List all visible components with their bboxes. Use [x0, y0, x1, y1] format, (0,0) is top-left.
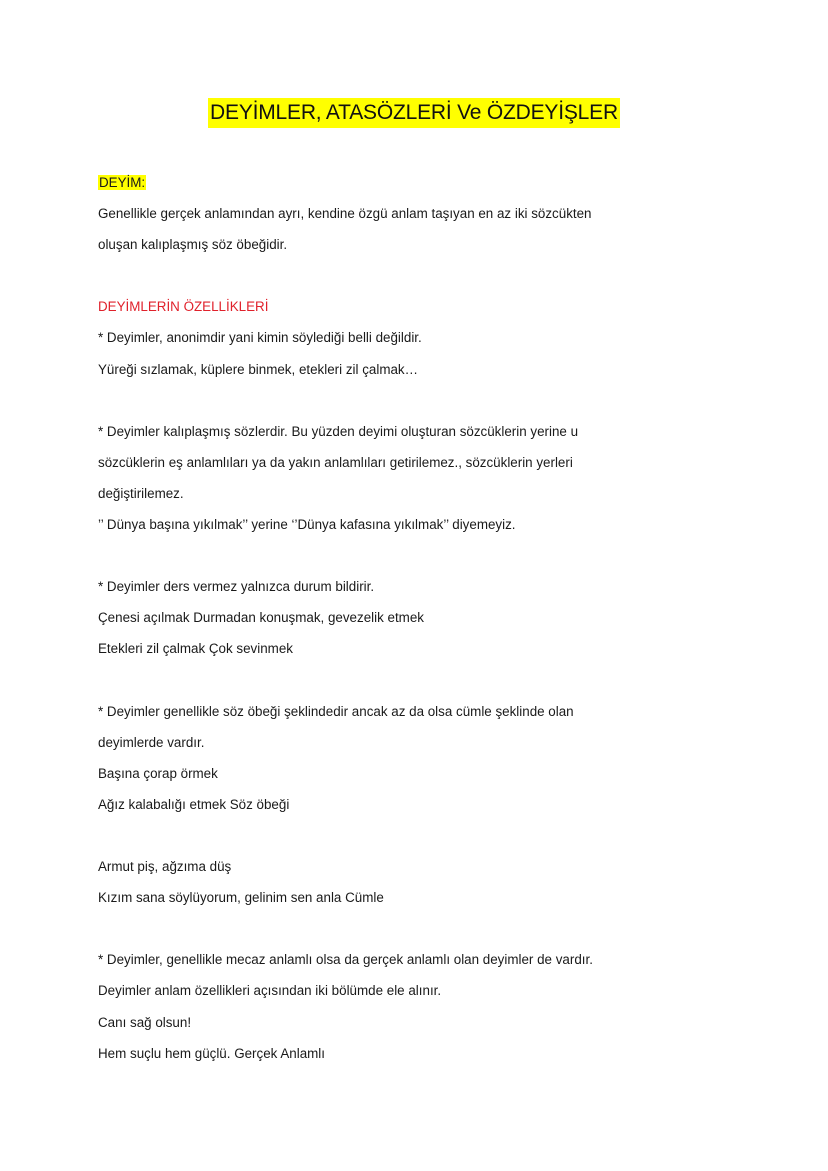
section-line: Yüreği sızlamak, küplere binmek, etekleri zil çalmak… — [98, 361, 419, 377]
definition-label-line — [98, 171, 738, 202]
section-anonymous — [98, 326, 738, 388]
spacer — [98, 669, 738, 700]
section-state — [98, 575, 738, 668]
section-sentence-examples — [98, 855, 738, 917]
section-fixed-expressions — [98, 420, 738, 544]
section-line: * Deyimler genellikle söz öbeği şeklindedir ancak az da olsa cümle şeklinde olan — [98, 703, 574, 719]
section-line: sözcüklerin eş anlamlıları ya da yakın anlamlıları getirilemez., sözcüklerin yerleri — [98, 454, 573, 470]
section-line: deyimlerde vardır. — [98, 734, 205, 750]
document-body — [98, 171, 738, 1073]
section-meaning — [98, 948, 738, 1072]
section-line: * Deyimler kalıplaşmış sözlerdir. Bu yüzden deyimi oluşturan sözcüklerin yerine u — [98, 423, 579, 439]
spacer — [98, 824, 738, 855]
section-line: Hem suçlu hem güçlü. Gerçek Anlamlı — [98, 1045, 325, 1061]
section-line: * Deyimler, anonimdir yani kimin söylediği belli değildir. — [98, 330, 422, 346]
section-line: ’’ Dünya başına yıkılmak’’ yerine ‘’Dünya kafasına yıkılmak’’ diyemeyiz. — [98, 517, 516, 533]
section-phrase-form — [98, 700, 738, 824]
title-container — [0, 98, 828, 128]
section-line: Başına çorap örmek — [98, 765, 218, 781]
section-line: Deyimler anlam özellikleri açısından iki bölümde ele alınır. — [98, 983, 442, 999]
spacer — [98, 544, 738, 575]
spacer — [98, 389, 738, 420]
definition-line: oluşan kalıplaşmış söz öbeğidir. — [98, 237, 288, 253]
definition-label: DEYİM: — [99, 175, 146, 190]
section-line: * Deyimler, genellikle mecaz anlamlı olsa da gerçek anlamlı olan deyimler de vardır. — [98, 952, 593, 968]
section-line: Armut piş, ağzıma düş — [98, 859, 232, 875]
spacer — [98, 917, 738, 948]
section-line: Ağız kalabalığı etmek Söz öbeği — [98, 796, 290, 812]
section-line: Etekleri zil çalmak Çok sevinmek — [98, 641, 293, 657]
section-line: Kızım sana söylüyorum, gelinim sen anla Cümle — [98, 890, 384, 906]
document-title: DEYİMLER, ATASÖZLERİ Ve ÖZDEYİŞLER — [208, 98, 620, 128]
spacer — [98, 264, 738, 295]
definition-line: Genellikle gerçek anlamından ayrı, kendine özgü anlam taşıyan en az iki sözcükten — [98, 206, 592, 222]
section-line: * Deyimler ders vermez yalnızca durum bildirir. — [98, 579, 375, 595]
section-line: Canı sağ olsun! — [98, 1014, 192, 1030]
section-line: Çenesi açılmak Durmadan konuşmak, gevezelik etmek — [98, 610, 424, 626]
features-heading: DEYİMLERİN ÖZELLİKLERİ — [98, 299, 269, 315]
section-line: değiştirilemez. — [98, 485, 184, 501]
